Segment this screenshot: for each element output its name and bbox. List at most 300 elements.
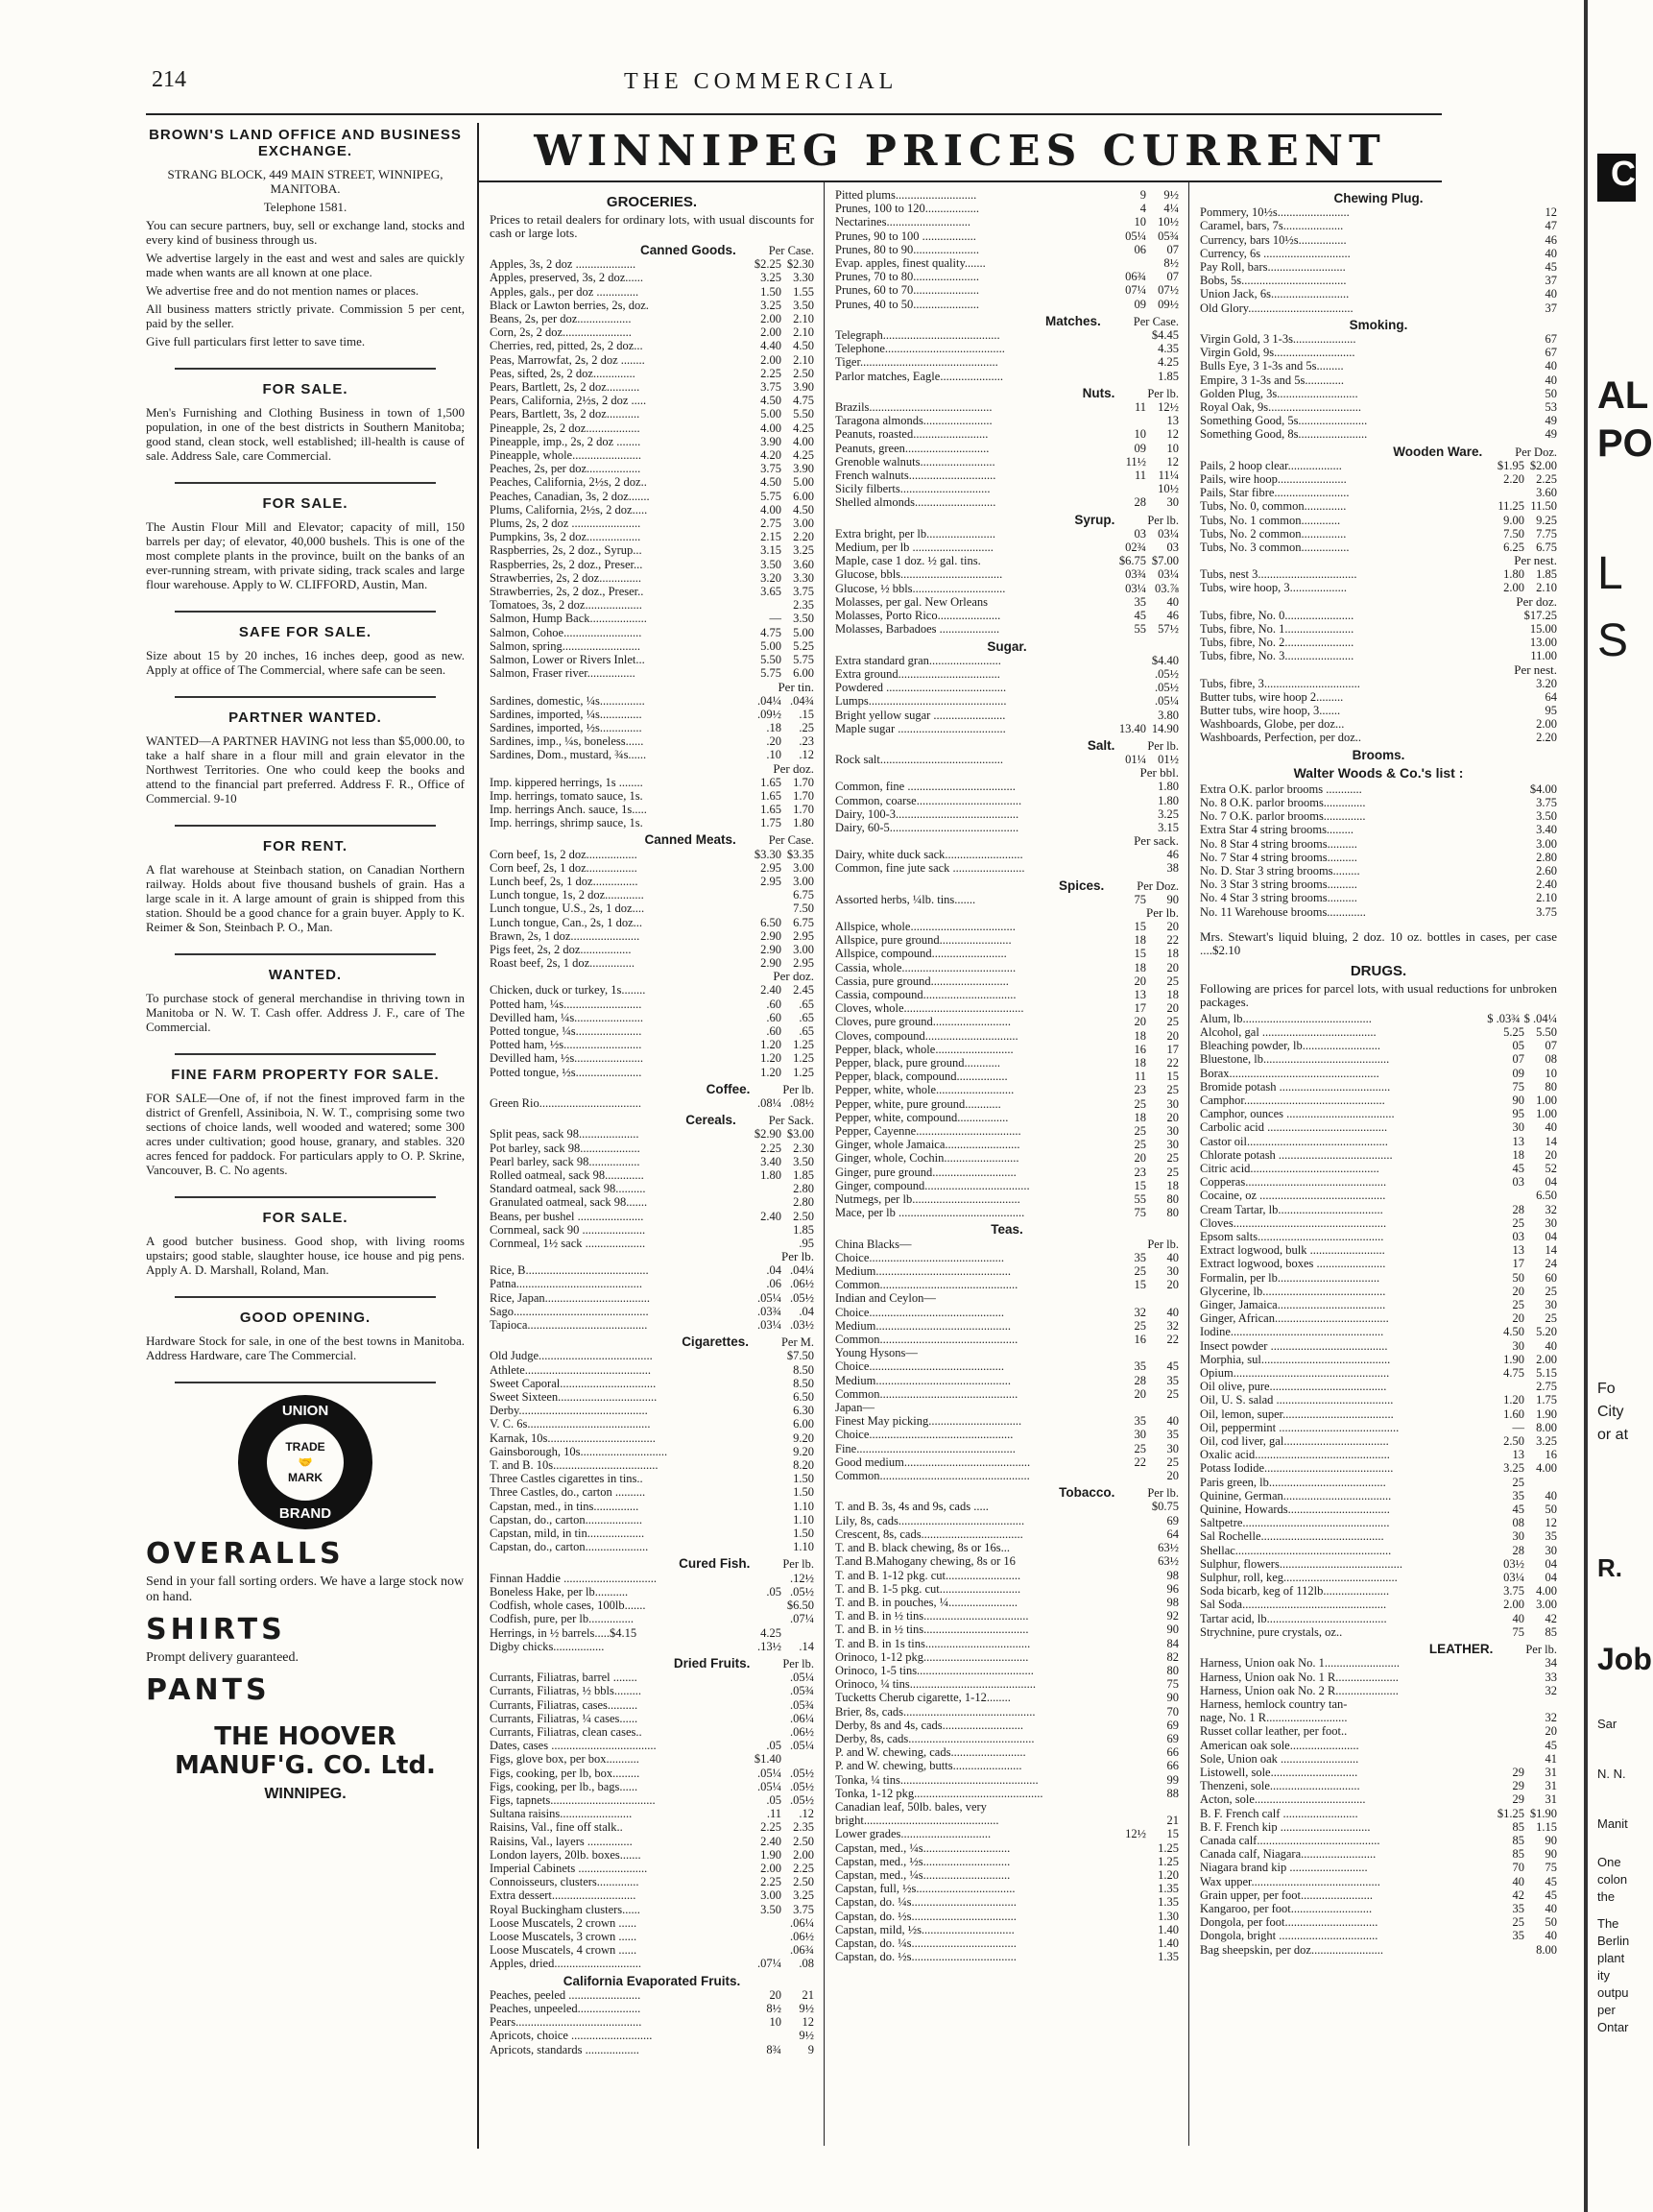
price-high: 46 [1545,232,1557,247]
price-low: 8½ [766,2001,781,2015]
price-row [1200,1298,1557,1311]
item-name: Three Castles, do., carton .......... [490,1485,646,1500]
price-low: .04¼ [757,693,781,708]
price-low [1114,1346,1146,1359]
price-row [1200,1656,1557,1670]
price-low: 4.25 [760,1625,781,1640]
price-row [490,1848,814,1862]
price-low: 1.20 [760,1051,781,1066]
price-low: 02¾ [1125,541,1146,555]
price-high: 40 [1545,373,1557,387]
price-row [835,654,1179,667]
item-name: Peaches, peeled ........................ [490,1987,641,2002]
item-name: Camphor, ounces .................................... [1200,1107,1395,1121]
price-row [490,558,814,571]
price-low: .18 [766,720,781,734]
ad-divider [175,482,436,484]
item-name: Sicily filberts.............................. [835,482,991,496]
item-name: Pears, Bartlett, 3s, 2 doz........... [490,407,640,421]
price-low: 1.90 [760,1847,781,1862]
item-name: Insect powder ....................................... [1200,1338,1388,1353]
price-low [1492,1752,1524,1766]
price-low: 35 [1512,1929,1524,1943]
price-high: 3.25 [793,1888,814,1903]
price-low: 2.50 [1503,1434,1524,1449]
item-name: Extra bright, per lb....................... [835,526,995,541]
unit-label: Per Doz. [1137,878,1179,893]
item-name: Telegraph....................................... [835,328,1000,343]
price-low: 09 [1134,297,1146,311]
price-row [490,1237,814,1250]
subsection-title: Teas. [991,1222,1023,1238]
price-high: 57½ [1158,622,1179,637]
title-rule [477,180,1442,182]
price-high: 14 [1545,1134,1557,1148]
item-name: Extra dessert............................ [490,1888,636,1903]
price-high: $0.75 [1151,1500,1179,1514]
price-row [490,2002,814,2015]
price-high: 21 [802,1987,814,2002]
price-high: 2.95 [793,928,814,943]
price-high: 2.75 [1536,1380,1557,1394]
price-low: .05 [766,1792,781,1807]
price-row [490,666,814,680]
price-high: 3.75 [793,1902,814,1916]
item-name: Figs, cooking, per lb., bags...... [490,1779,638,1793]
price-row [1200,359,1557,373]
price-high: 1.35 [1158,1895,1179,1910]
price-row [835,1374,1179,1387]
price-low [749,1698,781,1712]
item-name: Strychnine, pure crystals, oz.. [1200,1624,1343,1639]
price-row [490,1820,814,1834]
adjacent-frag: Ontar [1597,2020,1629,2034]
price-row [490,1712,814,1725]
price-row [1200,219,1557,232]
price-row [1200,1697,1557,1711]
item-name: Dairy, 100-3......................................... [835,806,1019,821]
price-row [1200,1739,1557,1752]
unit-label: Per lb. [1147,386,1179,400]
price-high: 8.50 [793,1362,814,1377]
price-low: 4.75 [760,625,781,639]
price-row [1200,731,1557,744]
price-row [490,585,814,598]
price-row [835,1238,1179,1251]
price-row [1200,905,1557,919]
price-low: 55 [1134,1192,1146,1207]
price-row [835,753,1179,766]
item-name: B. F. French calf ......................... [1200,1806,1358,1820]
price-row [835,722,1179,735]
price-row [490,721,814,734]
price-row [490,271,814,284]
price-row [835,1124,1179,1138]
item-name: Nutmegs, per lb.................................... [835,1192,1020,1207]
price-high: 2.60 [1536,863,1557,878]
price-row [490,1155,814,1168]
price-low: 17 [1134,1001,1146,1016]
price-high: 13 [1166,414,1179,428]
price-low: 03½ [1503,1556,1524,1571]
price-high: 2.40 [1536,878,1557,892]
price-row [490,1291,814,1305]
price-row [490,1698,814,1712]
item-name: Prunes, 70 to 80...................... [835,270,979,284]
price-row [1200,1711,1557,1724]
item-name: Choice............................................. [835,1305,1005,1319]
price-row [490,407,814,421]
price-row [835,1895,1179,1909]
price-row [835,1401,1179,1414]
price-low: 4.50 [1503,1325,1524,1339]
item-name: B. F. French kip .............................. [1200,1819,1371,1834]
item-name: Good medium.......................................... [835,1455,1031,1469]
price-high: 25 [1166,1455,1179,1469]
price-high: 6.75 [1536,541,1557,555]
price-low [1492,247,1524,260]
item-name: Common.............................................. [835,1278,1018,1292]
price-low: 05 [1512,1039,1524,1053]
price-high: 8.00 [1536,1420,1557,1434]
item-name: Common, coarse................................... [835,793,1022,807]
price-high: 1.20 [1158,1867,1179,1882]
price-row [1200,233,1557,247]
price-low: 22 [1134,1455,1146,1469]
price-row [490,653,814,666]
price-low: 90 [1512,1093,1524,1107]
classified-ad [146,709,465,805]
price-low: 2.00 [760,325,781,340]
price-row [490,421,814,435]
price-row [835,229,1179,243]
price-low [1492,636,1524,649]
price-high: 95 [1545,703,1557,717]
item-name: Telephone........................................ [835,342,1005,356]
price-low [1114,1527,1146,1541]
item-name: Pails, 2 hoop clear.................. [1200,458,1342,472]
price-row [835,1043,1179,1056]
price-low: 13.40 [1118,721,1146,735]
price-row [490,1835,814,1848]
item-name: Black or Lawton berries, 2s, doz. [490,298,649,312]
price-row [835,469,1179,482]
item-name: Raspberries, 2s, 2 doz., Preser... [490,557,643,571]
price-low [749,1572,781,1585]
price-row [1200,1766,1557,1779]
price-low: .13½ [757,1639,781,1653]
price-high [1524,1476,1557,1489]
adjacent-frag: R. [1597,1553,1622,1582]
price-low: 11 [1134,469,1146,483]
item-name: Choice................................................ [835,1428,1014,1442]
price-high: 3.75 [1536,904,1557,919]
price-row [835,807,1179,821]
price-low: 35 [1512,1901,1524,1915]
price-row [1200,1571,1557,1584]
price-low [1492,219,1524,232]
item-name: Apples, preserved, 3s, 2 doz...... [490,271,644,285]
item-name: Dongola, bright ................................. [1200,1929,1378,1943]
price-low [1114,709,1146,722]
price-high: 5.25 [793,638,814,653]
item-name: Rice, Japan................................... [490,1290,650,1305]
price-row [490,956,814,970]
price-low: $1.25 [1497,1806,1524,1820]
price-high: 2.35 [793,1820,814,1835]
item-name: Raisins, Val., layers ............... [490,1834,633,1848]
item-name: Orinoco, 1-12 pkg................................... [835,1649,1029,1664]
price-high: 04 [1545,1556,1557,1571]
price-row [1200,1216,1557,1230]
item-name: Peas, sifted, 2s, 2 doz.............. [490,366,635,380]
price-low: 2.15 [760,530,781,544]
item-name: Common, fine .................................... [835,780,1016,794]
item-name: Medium............................................. [835,1318,1011,1333]
price-low [1114,667,1146,681]
price-row [490,888,814,902]
price-high: 5.00 [793,475,814,490]
item-name: Potted ham, ½s.......................... [490,1038,642,1052]
price-high: 9.20 [793,1431,814,1445]
price-low: 2.00 [760,1861,781,1875]
subsection-title: Matches. [1045,313,1101,328]
item-name: Maple, case 1 doz. ½ gal. tins. [835,554,981,568]
classified-ad [146,495,465,591]
price-low: 03 [1512,1175,1524,1190]
item-name: Virgin Gold, 9s........................... [1200,346,1355,360]
item-name: Figs, tapnets................................... [490,1792,656,1807]
item-name: Finest May picking............................... [835,1414,1022,1429]
price-high: 90 [1166,1691,1179,1705]
subsection-heading [1200,445,1557,459]
item-name: No. 8 O.K. parlor brooms.............. [1200,795,1366,809]
item-name: Shelled almonds........................... [835,495,996,510]
item-name: Pepper, Cayenne................................... [835,1124,1021,1138]
price-row [490,462,814,475]
ad-divider [175,1196,436,1198]
item-name: Potted tongue, ¼s...................... [490,1023,642,1038]
subsection-heading [490,1083,814,1096]
price-low: 3.25 [1503,1461,1524,1476]
price-row [835,1664,1179,1677]
price-row [1200,301,1557,315]
column-rule-3 [1188,182,1189,2146]
price-high: Per lb. [1147,1237,1179,1251]
classified-ad [146,1310,465,1362]
price-row [835,1596,1179,1609]
price-low [1114,694,1146,708]
ad-title: PARTNER WANTED. [228,709,382,726]
logo-text-trade: TRADE [285,1440,325,1454]
price-high: 2.50 [793,1834,814,1848]
price-low: 9 [1139,188,1146,202]
ad-text: Size about 15 by 20 inches, 16 inches deep, good as new. Apply at office of The Commercial, where safe can be seen. [146,648,465,677]
price-low [1114,1910,1146,1923]
item-name: Lily, 8s, cads.......................................... [835,1513,1025,1527]
shirts-heading: SHIRTS [146,1613,286,1647]
price-low: 10 [1134,215,1146,229]
price-high: 07 [1166,242,1179,256]
item-name: Chicken, duck or turkey, 1s........ [490,983,646,998]
item-name: Derby, 8s and 4s, cads........................... [835,1718,1024,1732]
item-name: Lunch tongue, U.S., 2s, 1 doz.... [490,902,645,916]
price-row [490,1793,814,1807]
price-row [1200,527,1557,541]
ad-title: FOR RENT. [262,838,348,854]
price-high: 6.75 [793,888,814,902]
item-name: Currants, Filiatras, ¼ cases...... [490,1711,638,1725]
price-high: 1.90 [1536,1407,1557,1421]
price-low [1492,677,1524,690]
item-name: Virgin Gold, 3 1-3s..................... [1200,332,1356,347]
price-row [1200,486,1557,499]
price-row [490,598,814,612]
adjacent-page-rule [1584,0,1588,2212]
price-high: $17.25 [1523,608,1557,622]
price-high: 8.50 [793,1376,814,1390]
price-row [835,328,1179,342]
price-low: 3.75 [1503,1584,1524,1599]
price-low [1492,332,1524,346]
unit-label: Per nest. [1514,553,1557,568]
price-high: 41 [1545,1751,1557,1766]
price-row [835,1192,1179,1206]
ad-text: To purchase stock of general merchandise in thriving town in Manitoba or N. W. T. Cash offer. Address J. F., care of The Commercial. [146,991,465,1034]
item-name: Tubs, fibre, No. 2....................... [1200,636,1354,650]
price-low: 70 [1512,1861,1524,1875]
price-high: 3.50 [793,298,814,312]
price-high: 1.85 [1158,369,1179,383]
price-high: 2.95 [793,956,814,971]
price-row [490,2043,814,2056]
price-high: 25 [1166,1015,1179,1029]
price-low: 2.90 [760,928,781,943]
price-row [490,1404,814,1417]
price-row [490,1684,814,1697]
price-low: 3.20 [760,570,781,585]
price-high: 1.35 [1158,1950,1179,1964]
price-row [490,803,814,816]
item-name: V. C. 6s......................................... [490,1417,651,1431]
item-name: Cassia, whole...................................... [835,960,1017,974]
item-name: No. 11 Warehouse brooms............. [1200,904,1366,919]
price-low [1492,359,1524,373]
price-high: .12½ [790,1571,814,1585]
subsection-heading [490,1975,814,1988]
price-row [1200,387,1557,400]
price-high: 1.85 [1536,567,1557,582]
item-name: Paris green, lb....................................... [1200,1475,1386,1489]
price-low: 5.75 [760,666,781,681]
price-high: 9.20 [793,1444,814,1458]
item-name: Something Good, 5s....................... [1200,414,1368,428]
price-row [490,916,814,929]
item-name: Tubs, fibre, No. 0....................... [1200,608,1354,622]
price-row [490,299,814,312]
price-low [1492,704,1524,717]
price-high: 6.00 [793,666,814,681]
item-name: Washboards, Globe, per doz... [1200,717,1345,732]
price-low [1114,1923,1146,1936]
price-low: 35 [1134,1359,1146,1374]
price-row [1200,1366,1557,1380]
adjacent-frag: S [1597,615,1629,666]
price-high: 25 [1166,974,1179,988]
price-high: 4.00 [1536,1461,1557,1476]
price-row [835,1923,1179,1936]
item-name: Karnak, 10s.................................... [490,1431,656,1445]
item-name: Oil, cod liver, gal................................... [1200,1434,1389,1449]
price-high: 25 [1166,1386,1179,1401]
ad-title: FOR SALE. [262,1210,348,1226]
item-name: No. 3 Star 3 string brooms.......... [1200,878,1357,892]
adjacent-frag: colon [1597,1872,1628,1887]
price-low: 25 [1512,1475,1524,1489]
price-high: 16 [1545,1448,1557,1462]
adjacent-frag: N. N. [1597,1767,1626,1781]
price-row [835,1527,1179,1541]
price-high: 2.45 [793,983,814,998]
price-low: 85 [1512,1847,1524,1862]
price-high: 03¼ [1158,567,1179,582]
price-row [835,215,1179,228]
price-row [1200,205,1557,219]
item-name: Figs, glove box, per box........... [490,1752,639,1767]
ad-divider [175,1296,436,1298]
item-name: Plums, 2s, 2 doz ....................... [490,517,641,531]
price-row [835,1705,1179,1719]
price-low: .60 [766,997,781,1011]
item-name: Thenzeni, sole.............................. [1200,1779,1360,1793]
item-name: Tubs, No. 2 common............... [1200,526,1347,541]
price-low: 29 [1512,1779,1524,1793]
price-row [1200,1861,1557,1874]
price-high: 45 [1545,1887,1557,1902]
item-name: Royal Buckingham clusters...... [490,1902,640,1916]
price-row [1200,1671,1557,1684]
price-low: 18 [1134,960,1146,974]
item-name: Borax.................................................. [1200,1066,1379,1080]
item-name: Grain upper, per foot........................ [1200,1887,1374,1902]
price-row [1200,1598,1557,1611]
price-row [835,1319,1179,1333]
item-name: Peanuts, roasted......................... [835,427,989,442]
price-row [490,503,814,517]
item-name: Pepper, black, whole.......................... [835,1042,1014,1056]
price-low: 30 [1512,1338,1524,1353]
item-name: Cassia, pure ground.......................... [835,974,1009,988]
item-name: Figs, cooking, per lb, box......... [490,1766,640,1780]
price-row [1200,1162,1557,1175]
price-high: 3.25 [1536,1434,1557,1449]
price-high: 1.25 [1158,1840,1179,1855]
item-name: Formalin, per lb.................................. [1200,1270,1380,1285]
item-name: Imp. kippered herrings, 1s ........ [490,775,643,789]
price-low: 25 [1512,1915,1524,1930]
price-row [835,442,1179,455]
item-name: Copperas............................................... [1200,1175,1387,1190]
price-low: 85 [1512,1833,1524,1847]
price-row [835,1455,1179,1469]
price-high: $ .04¼ [1523,1011,1557,1025]
price-high [1524,1697,1557,1711]
price-low [1492,486,1524,499]
unit-label: Per lb. [1147,513,1179,527]
price-low: 15 [1134,919,1146,933]
price-high: 40 [1545,1901,1557,1915]
note-text: Mrs. Stewart's liquid bluing, 2 doz. 10 oz. bottles in cases, per case ....$2.10 [1200,928,1557,957]
